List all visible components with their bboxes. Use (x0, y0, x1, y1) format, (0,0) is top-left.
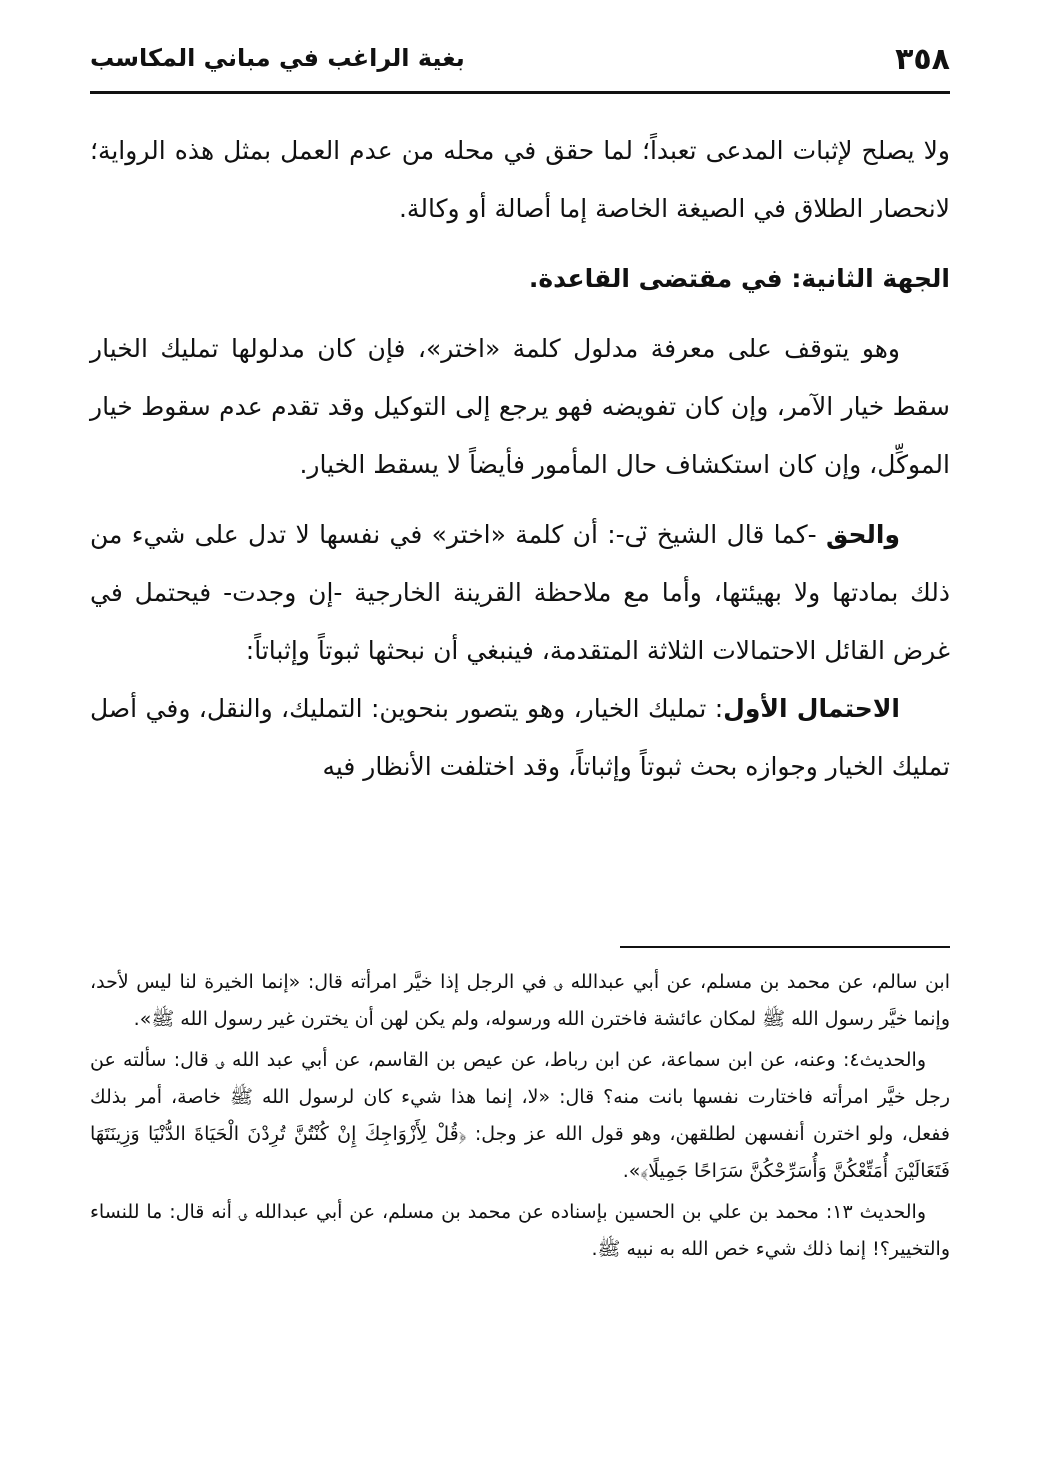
paragraph-1: ولا يصلح لإثبات المدعى تعبداً؛ لما حقق في محله من عدم العمل بمثل هذه الرواية؛ لانحصار الطلاق في الصيغة الخاصة إما أصالة أو وكالة. (90, 136, 950, 223)
paragraph-3 (90, 506, 950, 680)
header-rule (90, 91, 950, 94)
paragraph-3-text: -كما قال الشيخ ﰏ-: أن كلمة «اختر» في نفسها لا تدل على شيء من ذلك بمادتها ولا بهيئتها، وأما مع ملاحظة القرينة الخارجية -إن وجدت- فيحتمل في غرض القائل الاحتمالات الثلاثة المتقدمة، فينبغي أن نبحثها ثبوتاً وإثباتاً: (90, 520, 950, 665)
paragraph-3-lead: والحق (825, 520, 900, 549)
footnote-2: والحديث٤: وعنه، عن ابن سماعة، عن ابن رباط، عن عيص بن القاسم، عن أبي عبد الله ؈ قال: سألته عن رجل خيَّر امرأته فاختارت نفسها بانت منه؟ قال: «لا، إنما هذا شيء كان لرسول الله ﷺ خاصة، أمر بذلك ففعل، ولو اخترن أنفسهن لطلقهن، وهو قول الله عز وجل: ﴿قُلْ لِأَزْوَاجِكَ إِنْ كُنْتُنَّ تُرِدْنَ الْحَيَاةَ الدُّنْيَا وَزِينَتَهَا فَتَعَالَيْنَ أُمَتِّعْكُنَّ وَأُسَرِّحْكُنَّ سَرَاحًا جَمِيلًا﴾». (90, 1049, 950, 1182)
paragraph-2: وهو يتوقف على معرفة مدلول كلمة «اختر»، فإن كان مدلولها تمليك الخيار سقط خيار الآمر، وإن كان تفويضه فهو يرجع إلى التوكيل وقد تقدم عدم سقوط خيار الموكِّل، وإن كان استكشاف حال المأمور فأيضاً لا يسقط الخيار. (90, 334, 950, 479)
book-title: بغية الراغب في مباني المكاسب (90, 44, 465, 72)
footnote-separator (620, 946, 950, 948)
footnote-3: والحديث ١٣: محمد بن علي بن الحسين بإسناده عن محمد بن مسلم، عن أبي عبدالله ؈ أنه قال: ما للنساء والتخيير؟! إنما ذلك شيء خص الله به نبيه ﷺ. (90, 1201, 950, 1260)
footnote-1: ابن سالم، عن محمد بن مسلم، عن أبي عبدالله ؈ في الرجل إذا خيَّر امرأته قال: «إنما الخيرة لنا ليس لأحد، وإنما خيَّر رسول الله ﷺ لمكان عائشة فاخترن الله ورسوله، ولم يكن لهن أن يخترن غير رسول الله ﷺ». (90, 971, 950, 1030)
footnotes (90, 964, 950, 1268)
main-text (90, 122, 950, 796)
paragraph-4-lead: الاحتمال الأول (723, 694, 900, 723)
section-heading: الجهة الثانية: في مقتضى القاعدة. (528, 264, 950, 293)
page-number: ٣٥٨ (895, 42, 950, 77)
paragraph-4-text: : تمليك الخيار، وهو يتصور بنحوين: التمليك، والنقل، وفي أصل تمليك الخيار وجوازه بحث ثبوتاً وإثباتاً، وقد اختلفت الأنظار فيه (90, 694, 950, 781)
page-header (90, 38, 950, 88)
paragraph-4 (90, 680, 950, 796)
